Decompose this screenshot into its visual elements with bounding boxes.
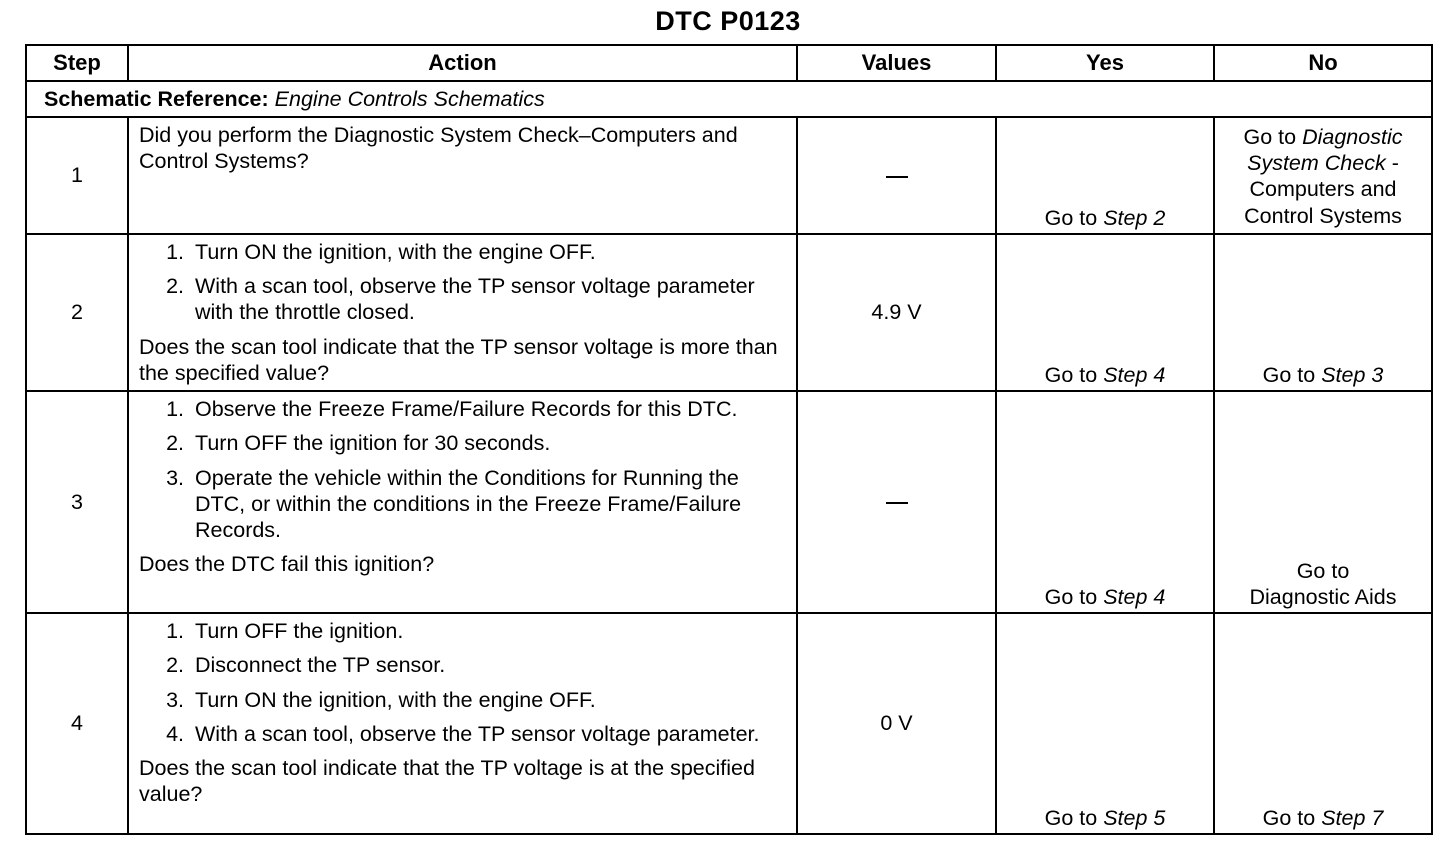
dtc-table	[25, 44, 1433, 835]
goto-prefix: Go to	[1044, 805, 1098, 830]
action-step: 1. Turn ON the ignition, with the engine OFF.	[166, 240, 596, 264]
header-row	[26, 45, 1432, 81]
schematic-link[interactable]: Engine Controls Schematics	[274, 86, 545, 111]
goto-ref: Step 4	[1103, 584, 1166, 609]
yes-goto[interactable]	[1045, 363, 1166, 387]
table-row	[26, 234, 1432, 391]
yes-cell	[996, 234, 1214, 391]
step-number: 1	[26, 117, 128, 234]
goto-prefix: Go to	[1044, 205, 1098, 230]
table-row	[26, 391, 1432, 613]
empty-value-dash	[886, 176, 908, 178]
step-number: 3	[26, 391, 128, 613]
goto-ref: Diagnostic Aids	[1249, 584, 1397, 609]
yes-cell	[996, 613, 1214, 834]
goto-ref: Step 2	[1103, 205, 1166, 230]
step-number: 4	[26, 613, 128, 834]
goto-prefix: Go to	[1296, 558, 1350, 583]
value-cell	[797, 391, 996, 613]
no-cell	[1214, 391, 1432, 613]
action-question: Does the scan tool indicate that the TP sensor voltage is more than the specified value?	[139, 334, 778, 385]
action-steps	[139, 618, 786, 747]
yes-goto[interactable]	[1045, 806, 1166, 830]
goto-prefix: Go to	[1044, 362, 1098, 387]
table-row	[26, 613, 1432, 834]
goto-ref: Step 7	[1321, 805, 1384, 830]
header-no: No	[1214, 45, 1432, 81]
action-steps	[139, 239, 786, 326]
no-goto[interactable]	[1263, 363, 1384, 387]
action-step: 2. With a scan tool, observe the TP sensor voltage parameter with the throttle closed.	[166, 274, 755, 325]
action-steps	[139, 396, 786, 543]
empty-value-dash	[886, 502, 908, 504]
goto-ref: Step 5	[1103, 805, 1166, 830]
goto-prefix: Go to	[1262, 362, 1316, 387]
no-goto[interactable]	[1250, 559, 1397, 609]
action-step: 2. Turn OFF the ignition for 30 seconds.	[166, 431, 551, 456]
action-question: Does the DTC fail this ignition?	[139, 552, 435, 577]
page-title: DTC P0123	[655, 6, 801, 36]
goto-prefix: Go to	[1262, 805, 1316, 830]
action-step: 1. Turn OFF the ignition.	[166, 619, 404, 644]
yes-cell	[996, 117, 1214, 234]
goto-ref: Step 3	[1321, 362, 1384, 387]
header-action: Action	[128, 45, 797, 81]
header-yes: Yes	[996, 45, 1214, 81]
action-step: 4. With a scan tool, observe the TP sensor voltage parameter.	[166, 721, 760, 746]
action-step: 3. Operate the vehicle within the Conditions for Running the DTC, or within the conditions in the Freeze Frame/Failure Records.	[166, 465, 742, 542]
goto-prefix: Go to	[1044, 584, 1098, 609]
header-step: Step	[26, 45, 128, 81]
value-cell: 4.9 V	[797, 234, 996, 391]
action-step: 3. Turn ON the ignition, with the engine OFF.	[166, 687, 596, 712]
action-cell	[128, 613, 797, 834]
goto-prefix: Go to	[1243, 125, 1297, 149]
no-cell	[1214, 613, 1432, 834]
action-cell	[128, 391, 797, 613]
action-question: Does the scan tool indicate that the TP voltage is at the specified value?	[139, 755, 755, 807]
no-cell	[1214, 234, 1432, 391]
action-text: Did you perform the Diagnostic System Check–Computers and Control Systems?	[139, 123, 738, 174]
schematic-row	[26, 81, 1432, 117]
value-cell: 0 V	[797, 613, 996, 834]
header-values: Values	[797, 45, 996, 81]
action-step: 2. Disconnect the TP sensor.	[166, 653, 446, 678]
goto-ref: Step 4	[1103, 362, 1166, 387]
action-cell	[128, 234, 797, 391]
yes-goto[interactable]	[1045, 206, 1166, 230]
goto-suffix: - Computers and Control Systems	[1244, 151, 1402, 228]
schematic-reference	[26, 81, 1432, 117]
step-number: 2	[26, 234, 128, 391]
schematic-label: Schematic Reference:	[44, 86, 269, 111]
yes-goto[interactable]	[1045, 585, 1166, 609]
action-cell	[128, 117, 797, 234]
no-goto[interactable]	[1244, 125, 1403, 228]
value-cell	[797, 117, 996, 234]
yes-cell	[996, 391, 1214, 613]
table-row	[26, 117, 1432, 234]
goto-ref: Diagnostic System Check	[1247, 125, 1403, 176]
action-step: 1. Observe the Freeze Frame/Failure Records for this DTC.	[166, 397, 738, 422]
no-cell	[1214, 117, 1432, 234]
no-goto[interactable]	[1263, 806, 1384, 830]
